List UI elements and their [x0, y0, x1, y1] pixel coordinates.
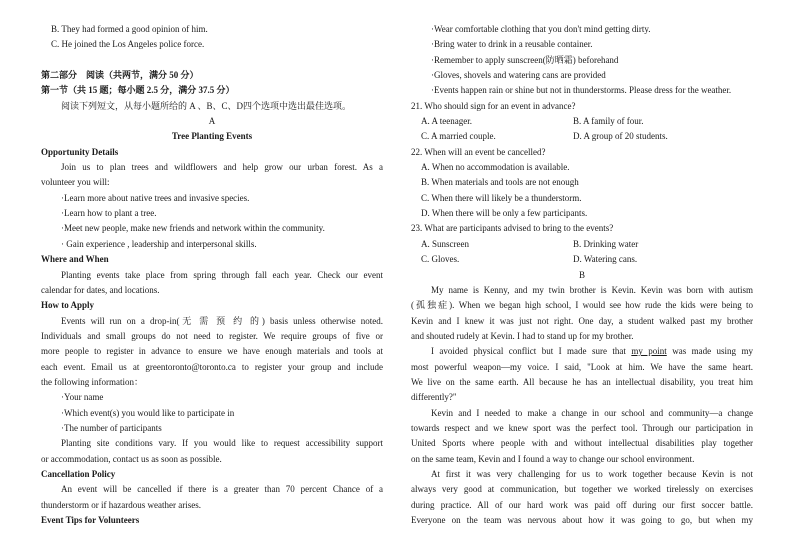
option-b: B. Drinking water — [573, 238, 639, 249]
apply-para-line: each event. Email us at greentoronto@toronto.ca to register your group and include — [41, 361, 383, 372]
question-21-options — [411, 114, 753, 129]
option-d: D. A group of 20 students. — [573, 131, 668, 142]
apply-para-line: Individuals and small groups do not need to register. We require groups of five or — [41, 330, 383, 341]
question-23: 23. What are participants advised to bring to the events? — [411, 223, 614, 234]
question-21-options — [411, 129, 753, 144]
list-item: ·Bring water to drink in a reusable container. — [431, 39, 593, 50]
para3-line: on the same team, Kevin and I found a way to change our school environment. — [411, 453, 695, 464]
tips-heading: Event Tips for Volunteers — [41, 515, 140, 525]
option-a: A. Sunscreen — [421, 238, 469, 249]
cancel-heading: Cancellation Policy — [41, 468, 116, 479]
section-heading: 第一节（共 15 题；每小题 2.5 分，满分 37.5 分） — [41, 85, 235, 96]
para4-line: always very good at communication, but together we worked tirelessly on exercises — [411, 484, 753, 495]
apply-para-line: Events will run on a drop-in(无 需 预 约 的) basis unless otherwise noted. — [61, 315, 383, 326]
site-para-line: Planting site conditions vary. If you would like to request accessibility support — [61, 438, 383, 449]
underlined-phrase: my point — [631, 346, 667, 357]
option-c: C. When there will likely be a thunderstorm. — [421, 192, 582, 203]
para1-line: My name is Kenny, and my twin brother is Kevin. Kevin was born with autism — [431, 284, 753, 295]
option-d: D. When there will be only a few participants. — [421, 208, 588, 219]
list-item: · Gain experience , leadership and interpersonal skills. — [61, 238, 257, 249]
where-para-line: Planting events take place from spring through fall each year. Check our event — [61, 269, 383, 280]
option-a: A. When no accommodation is available. — [421, 162, 570, 173]
para2-line: differently?" — [411, 392, 457, 403]
list-item: ·Gloves, shovels and watering cans are provided — [431, 70, 606, 81]
list-item: ·Remember to apply sunscreen(防晒霜) beforehand — [431, 54, 619, 65]
cancel-para-line: An event will be cancelled if there is a greater than 70 percent Chance of a — [61, 484, 383, 495]
para4-line: during practice. All of our hard work was paid off during our first soccer battle. — [411, 499, 753, 510]
apply-heading: How to Apply — [41, 300, 95, 311]
para2-line: We live on the same earth. All because he has an intellectual disability, you treat him — [411, 376, 753, 387]
right-column — [411, 22, 753, 528]
option-c: C. A married couple. — [421, 131, 496, 142]
apply-para-line: more people to register in advance to ensure we have enough materials and tools at — [41, 346, 383, 357]
list-item: ·Wear comfortable clothing that you don't mind getting dirty. — [431, 24, 651, 34]
option-c: C. Gloves. — [421, 254, 460, 265]
para1-line: and shouted rudely at Kevin. I had to stand up for my brother. — [411, 330, 634, 341]
left-column — [41, 22, 383, 528]
option-b: B. A family of four. — [573, 116, 644, 127]
part-heading: 第二部分 阅读（共两节，满分 50 分） — [41, 70, 199, 81]
list-item: ·Learn more about native trees and invasive species. — [61, 192, 250, 203]
option-d: D. Watering cans. — [573, 254, 638, 265]
passage-title: Tree Planting Events — [171, 131, 253, 142]
para2-line: most powerful weapon—my voice. I said, "Look at him. We have the same heart. — [411, 361, 753, 372]
option-b: B. When materials and tools are not enough — [421, 177, 579, 188]
para3-line: towards respect and we knew sport was the perfect tool. Through our participation in — [411, 422, 753, 433]
para4-line: At first it was very challenging for us to work together because Kevin is not — [431, 468, 753, 479]
para3-line: United Sports where people with and without intellectual disabilities play together — [411, 438, 753, 449]
passage-letter-b: B — [578, 269, 585, 280]
where-heading: Where and When — [41, 254, 109, 265]
question-21: 21. Who should sign for an event in advance? — [411, 100, 576, 111]
para3-line: Kevin and I needed to make a change in our school and community—a change — [431, 407, 753, 418]
list-item: ·The number of participants — [61, 422, 162, 433]
question-22: 22. When will an event be cancelled? — [411, 146, 546, 157]
instruction: 阅读下列短文，从每小题所给的 A 、B、C、D四个选项中选出最佳选项。 — [61, 100, 352, 111]
list-item: ·Meet new people, make new friends and network within the community. — [61, 223, 325, 234]
list-item: ·Events happen rain or shine but not in thunderstorms. Please dress for the weather. — [431, 85, 732, 96]
apply-para-line: the following information： — [41, 376, 143, 387]
question-23-options — [411, 252, 753, 267]
list-item: ·Learn how to plant a tree. — [61, 208, 157, 219]
para2-line: I avoided physical conflict but I made sure that my point was made using my — [431, 346, 753, 357]
opportunity-para-line: volunteer you will: — [41, 177, 110, 188]
para1-line: (孤独症). When we began high school, I would see how rude the kids were being to — [411, 300, 753, 311]
para4-line: Everyone on the team was nervous about how it was going to go, but when my — [411, 515, 753, 525]
site-para-line: or accommodation, contact us as soon as possible. — [41, 453, 222, 464]
opportunity-heading: Opportunity Details — [41, 146, 119, 157]
passage-letter-a: A — [208, 116, 216, 127]
opportunity-para-line: Join us to plan trees and wildflowers and help grow our urban forest. As a — [61, 162, 383, 173]
prev-option-c: C. He joined the Los Angeles police force. — [51, 39, 205, 50]
question-23-options — [411, 237, 753, 252]
where-para-line: calendar for dates, and locations. — [41, 284, 160, 295]
para1-line: Kevin and I knew it was just not right. One day, a student walked past my brother — [411, 315, 753, 326]
list-item: ·Your name — [61, 392, 104, 403]
cancel-para-line: thunderstorm or if hazardous weather arises. — [41, 499, 201, 510]
prev-option-b: B. They had formed a good opinion of him. — [51, 24, 208, 34]
list-item: ·Which event(s) you would like to participate in — [61, 407, 235, 418]
option-a: A. A teenager. — [421, 116, 472, 127]
